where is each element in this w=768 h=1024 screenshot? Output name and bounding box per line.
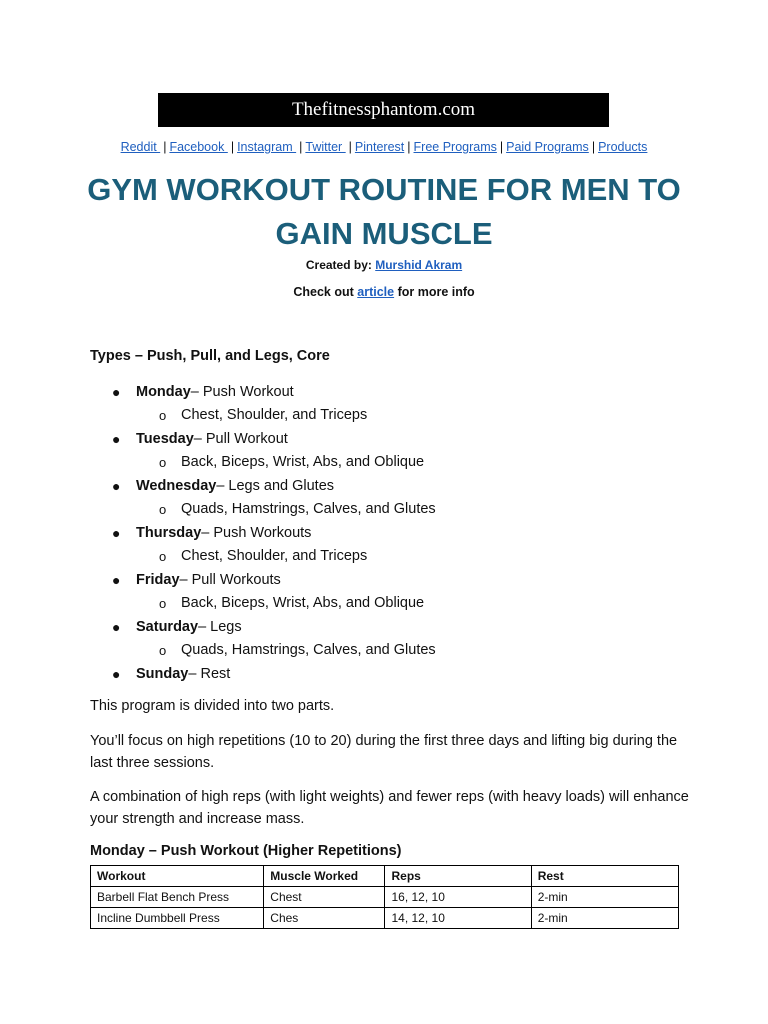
table-heading: Monday – Push Workout (Higher Repetitions) — [90, 843, 402, 859]
day-workout: – Rest — [188, 665, 231, 682]
author-link[interactable]: Murshid Akram — [375, 258, 463, 272]
schedule-subitem — [112, 639, 672, 663]
column-header: Reps — [385, 866, 531, 887]
link-separator: | — [348, 140, 352, 154]
day-workout: – Legs and Glutes — [216, 477, 335, 494]
author-credit — [0, 258, 768, 272]
table-header-row — [91, 866, 679, 887]
muscle-groups: Chest, Shoulder, and Triceps — [181, 407, 368, 424]
bullet-icon: ● — [112, 477, 121, 494]
schedule-item-sunday — [112, 662, 672, 686]
table-cell: 2-min — [531, 887, 678, 908]
circle-bullet-icon: o — [159, 501, 167, 517]
link-reddit[interactable]: Reddit — [120, 140, 161, 154]
article-note — [0, 285, 768, 299]
bullet-icon: ● — [112, 430, 121, 447]
schedule-item-tuesday — [112, 427, 672, 451]
author-credit-prefix: Created by: — [305, 258, 376, 272]
table-cell: 2-min — [531, 908, 678, 929]
link-separator: | — [591, 140, 596, 154]
column-header: Muscle Worked — [264, 866, 385, 887]
link-separator: | — [163, 140, 167, 154]
link-twitter[interactable]: Twitter — [305, 140, 346, 154]
weekly-schedule-list — [112, 380, 672, 686]
table-cell: Incline Dumbbell Press — [91, 908, 264, 929]
muscle-groups: Quads, Hamstrings, Calves, and Glutes — [181, 642, 436, 659]
link-paid-programs[interactable]: Paid Programs — [506, 140, 589, 154]
page-title — [60, 168, 708, 256]
bullet-icon: ● — [112, 383, 121, 400]
social-links-bar — [0, 140, 768, 154]
schedule-item-wednesday — [112, 474, 672, 498]
muscle-groups: Back, Biceps, Wrist, Abs, and Oblique — [181, 454, 425, 471]
day-workout: – Push Workout — [190, 383, 294, 400]
schedule-subitem — [112, 404, 672, 428]
day-name: Wednesday — [136, 477, 217, 494]
bullet-icon: ● — [112, 618, 121, 635]
types-heading: Types – Push, Pull, and Legs, Core — [90, 348, 330, 364]
table-cell: 14, 12, 10 — [385, 908, 531, 929]
repetition-paragraph: You’ll focus on high repetitions (10 to 20) during the first three days and lifting big during the last three sessions. — [90, 733, 678, 771]
circle-bullet-icon: o — [159, 595, 167, 611]
link-free-programs[interactable]: Free Programs — [413, 140, 497, 154]
bullet-icon: ● — [112, 665, 121, 682]
day-name: Monday — [136, 383, 191, 400]
schedule-item-monday — [112, 380, 672, 404]
site-banner-text: Thefitnessphantom.com — [291, 99, 476, 120]
schedule-item-thursday — [112, 521, 672, 545]
table-cell: 16, 12, 10 — [385, 887, 531, 908]
schedule-subitem — [112, 545, 672, 569]
circle-bullet-icon: o — [159, 407, 167, 423]
link-separator: | — [407, 140, 411, 154]
table-cell: Chest — [264, 887, 385, 908]
table-cell: Ches — [264, 908, 385, 929]
link-separator: | — [299, 140, 303, 154]
program-intro-paragraph: This program is divided into two parts. — [90, 698, 335, 714]
day-workout: – Push Workouts — [201, 524, 312, 541]
table-row — [91, 887, 679, 908]
table-cell: Barbell Flat Bench Press — [91, 887, 264, 908]
article-link[interactable]: article — [357, 285, 395, 299]
day-name: Saturday — [136, 618, 199, 635]
article-note-suffix: for more info — [394, 285, 475, 299]
circle-bullet-icon: o — [159, 454, 167, 470]
link-separator: | — [230, 140, 235, 154]
day-name: Friday — [136, 571, 180, 588]
schedule-subitem — [112, 451, 672, 475]
circle-bullet-icon: o — [159, 642, 167, 658]
link-instagram[interactable]: Instagram — [237, 140, 297, 154]
day-workout: – Pull Workout — [193, 430, 288, 447]
muscle-groups: Back, Biceps, Wrist, Abs, and Oblique — [181, 595, 425, 612]
circle-bullet-icon: o — [159, 548, 167, 564]
page-title-line1: GYM WORKOUT ROUTINE FOR MEN TO — [87, 172, 681, 207]
link-products[interactable]: Products — [598, 140, 648, 154]
day-name: Thursday — [136, 524, 202, 541]
day-name: Sunday — [136, 665, 189, 682]
link-separator: | — [499, 140, 504, 154]
bullet-icon: ● — [112, 524, 121, 541]
table-row — [91, 908, 679, 929]
column-header: Rest — [531, 866, 678, 887]
site-banner — [158, 93, 609, 127]
muscle-groups: Quads, Hamstrings, Calves, and Glutes — [181, 501, 436, 518]
schedule-subitem — [112, 498, 672, 522]
article-note-prefix: Check out — [293, 285, 358, 299]
day-workout: – Pull Workouts — [179, 571, 281, 588]
schedule-subitem — [112, 592, 672, 616]
muscle-groups: Chest, Shoulder, and Triceps — [181, 548, 368, 565]
column-header: Workout — [91, 866, 264, 887]
schedule-item-friday — [112, 568, 672, 592]
schedule-item-saturday — [112, 615, 672, 639]
page-title-line2: GAIN MUSCLE — [275, 216, 493, 251]
link-facebook[interactable]: Facebook — [169, 140, 228, 154]
day-name: Tuesday — [136, 430, 194, 447]
strength-paragraph: A combination of high reps (with light weights) and fewer reps (with heavy loads) will enhance your strength and increase mass. — [90, 789, 689, 827]
link-pinterest[interactable]: Pinterest — [354, 140, 405, 154]
day-workout: – Legs — [198, 618, 242, 635]
workout-table — [90, 865, 679, 929]
bullet-icon: ● — [112, 571, 121, 588]
